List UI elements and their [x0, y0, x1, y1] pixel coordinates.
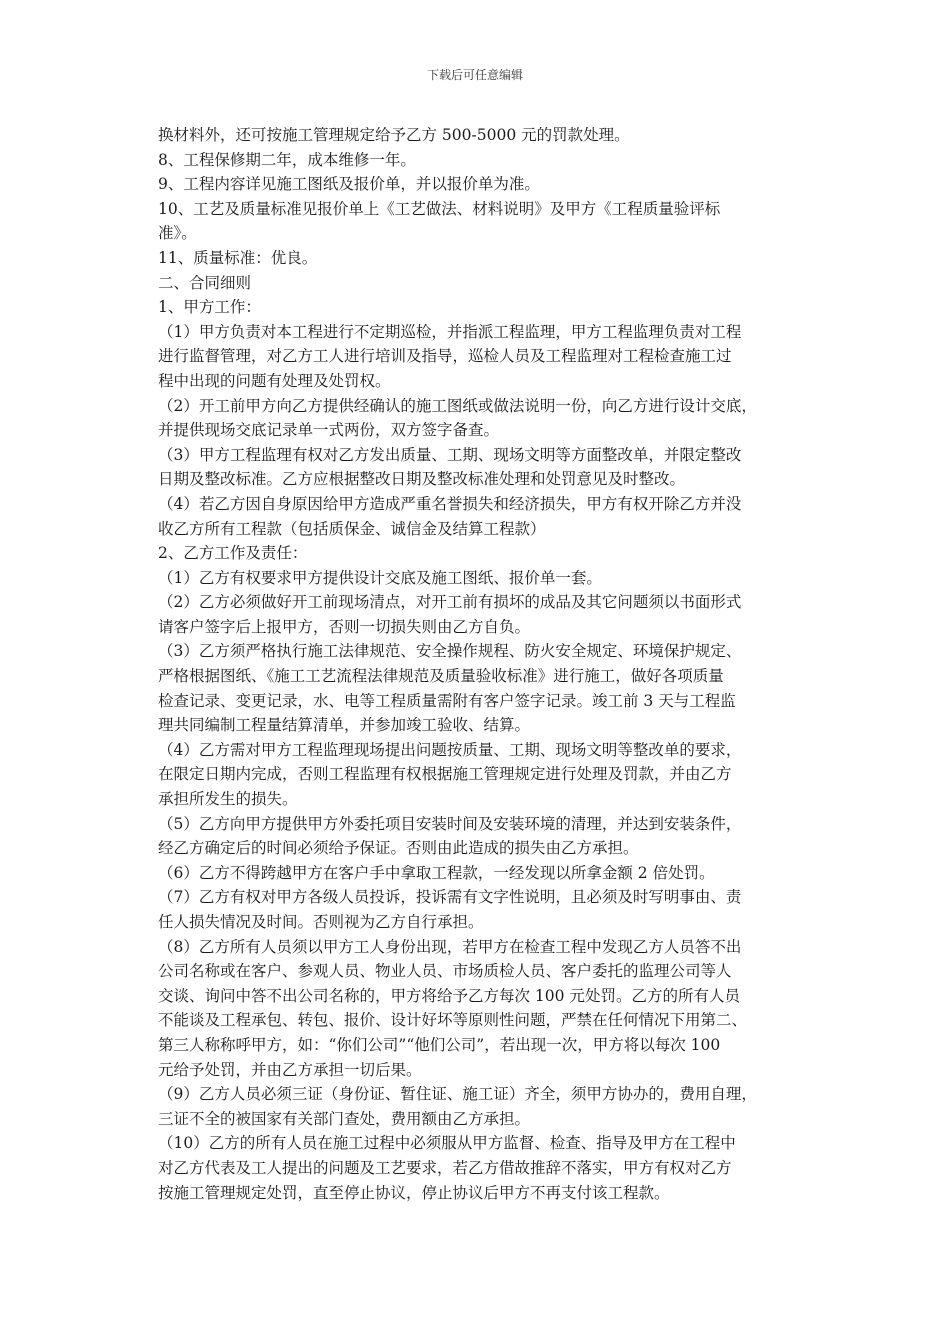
text-line: （3）甲方工程监理有权对乙方发出质量、工期、现场文明等方面整改单，并限定整改	[158, 445, 742, 464]
text-line: 承担所发生的损失。	[158, 790, 298, 809]
text-line: （4）乙方需对甲方工程监理现场提出问题按质量、工期、现场文明等整改单的要求，	[158, 740, 742, 759]
text-line: （4）若乙方因自身原因给甲方造成严重名誉损失和经济损失，甲方有权开除乙方并没	[158, 494, 742, 513]
text-line: 在限定日期内完成，否则工程监理有权根据施工管理规定进行处理及罚款，并由乙方	[158, 765, 732, 784]
text-line: （10）乙方的所有人员在施工过程中必须服从甲方监督、检查、指导及甲方在工程中	[158, 1134, 736, 1153]
text-line: 三证不全的被国家有关部门查处，费用额由乙方承担。	[158, 1109, 531, 1128]
text-line: 11、质量标准：优良。	[158, 248, 318, 267]
text-line: 请客户签字后上报甲方，否则一切损失则由乙方自负。	[158, 617, 531, 636]
text-line: 10、工艺及质量标准见报价单上《工艺做法、材料说明》及甲方《工程质量验评标	[158, 199, 721, 218]
text-line: 2、乙方工作及责任：	[158, 544, 308, 563]
document-body	[158, 123, 798, 1205]
text-line: 二、合同细则	[158, 273, 252, 292]
text-line: 元给予处罚，并由乙方承担一切后果。	[158, 1060, 422, 1079]
text-line: 经乙方确定后的时间必须给予保证。否则由此造成的损失由乙方承担。	[158, 839, 639, 858]
text-line: 日期及整改标准。乙方应根据整改日期及整改标准处理和处罚意见及时整改。	[158, 470, 686, 489]
text-line: 严格根据图纸、《施工工艺流程法律规范及质量验收标准》进行施工，做好各项质量	[158, 667, 724, 686]
text-line: （9）乙方人员必须三证（身份证、暂住证、施工证）齐全，须甲方协办的，费用自理，	[158, 1085, 757, 1104]
text-line: （1）甲方负责对本工程进行不定期巡检，并指派工程监理，甲方工程监理负责对工程	[158, 322, 742, 341]
text-line: 9、工程内容详见施工图纸及报价单，并以报价单为准。	[158, 175, 540, 194]
text-line: 按施工管理规定处罚，直至停止协议，停止协议后甲方不再支付该工程款。	[158, 1183, 670, 1202]
text-line: 第三人称称呼甲方，如：“你们公司”“他们公司”，若出现一次，甲方将以每次 100	[158, 1035, 721, 1054]
text-line: （3）乙方须严格执行施工法律规范、安全操作规程、防火安全规定、环境保护规定、	[158, 642, 742, 661]
text-line: （2）开工前甲方向乙方提供经确认的施工图纸或做法说明一份，向乙方进行设计交底，	[158, 396, 757, 415]
text-line: 交谈、询问中答不出公司名称的，甲方将给予乙方每次 100 元处罚。乙方的所有人员	[158, 986, 740, 1005]
text-line: 收乙方所有工程款（包括质保金、诚信金及结算工程款）	[158, 519, 546, 538]
text-line: 并提供现场交底记录单一式两份，双方签字备查。	[158, 421, 500, 440]
text-line: （2）乙方必须做好开工前现场清点，对开工前有损坏的成品及其它问题须以书面形式	[158, 593, 742, 612]
page-header: 下载后可任意编辑	[426, 68, 523, 82]
text-line: 检查记录、变更记录，水、电等工程质量需附有客户签字记录。竣工前 3 天与工程监	[158, 691, 736, 710]
text-line: 理共同编制工程量结算清单，并参加竣工验收、结算。	[158, 716, 531, 735]
text-line: 不能谈及工程承包、转包、报价、设计好坏等原则性问题，严禁在任何情况下用第二、	[158, 1011, 748, 1030]
text-line: 程中出现的问题有处理及处罚权。	[158, 371, 391, 390]
text-line: 对乙方代表及工人提出的问题及工艺要求，若乙方借故推辞不落实，甲方有权对乙方	[158, 1158, 732, 1177]
text-line: 换材料外，还可按施工管理规定给予乙方 500-5000 元的罚款处理。	[158, 126, 630, 144]
text-line: 1、甲方工作：	[158, 298, 261, 317]
text-line: （7）乙方有权对甲方各级人员投诉，投诉需有文字性说明，且必须及时写明事由、责	[158, 888, 742, 907]
text-line: （1）乙方有权要求甲方提供设计交底及施工图纸、报价单一套。	[158, 568, 602, 587]
text-line: （6）乙方不得跨越甲方在客户手中拿取工程款，一经发现以所拿金额 2 倍处罚。	[158, 863, 715, 882]
text-line: （5）乙方向甲方提供甲方外委托项目安装时间及安装环境的清理，并达到安装条件，	[158, 814, 742, 833]
text-line: 准》。	[158, 224, 197, 243]
text-line: （8）乙方所有人员须以甲方工人身份出现，若甲方在检查工程中发现乙方人员答不出	[158, 937, 742, 956]
text-line: 8、工程保修期二年，成本维修一年。	[158, 150, 416, 169]
text-line: 公司名称或在客户、参观人员、物业人员、市场质检人员、客户委托的监理公司等人	[158, 962, 732, 981]
text-line: 任人损失情况及时间。否则视为乙方自行承担。	[158, 913, 484, 931]
text-line: 进行监督管理，对乙方工人进行培训及指导，巡检人员及工程监理对工程检查施工过	[158, 347, 732, 366]
